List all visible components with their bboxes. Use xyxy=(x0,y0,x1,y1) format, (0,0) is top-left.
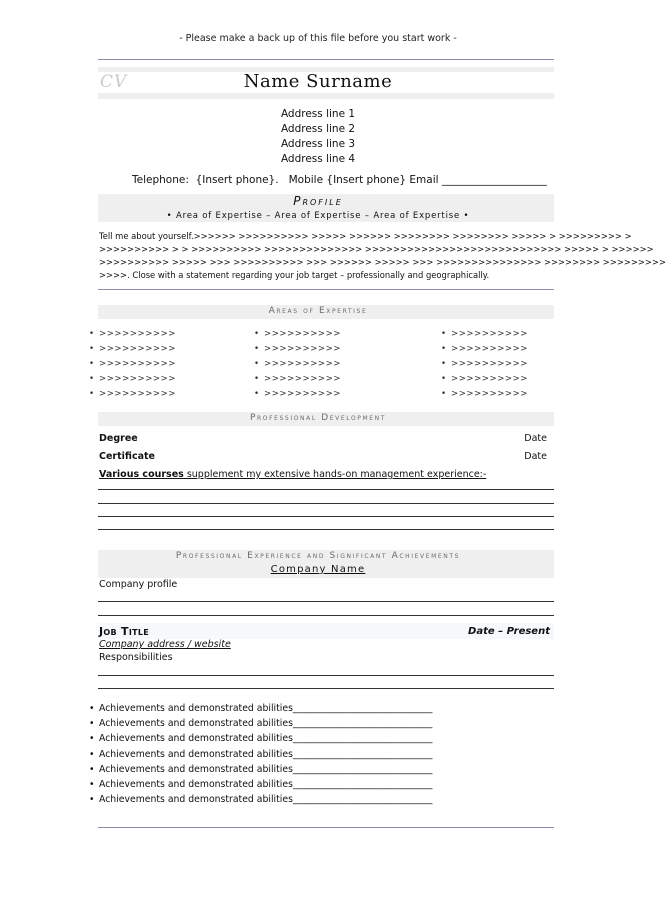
list-item: • >>>>>>>>>> xyxy=(441,329,529,339)
areas-title: Areas of Expertise xyxy=(268,306,368,316)
address-line: Address line 2 xyxy=(280,123,356,135)
degree-label: Degree xyxy=(99,433,138,444)
list-item: • >>>>>>>>>> xyxy=(89,359,177,369)
courses-text: supplement my extensive hands-on management experience:- xyxy=(183,469,487,480)
list-item: • >>>>>>>>>> xyxy=(254,344,342,354)
responsibilities: Responsibilities xyxy=(99,652,173,663)
profile-paragraph-line: Tell me about yourself.>>>>>> >>>>>>>>>> >>>>> >>>>>> >>>>>>>> >>>>>>>> >>>>> > >>>>>>>>> > xyxy=(99,231,632,241)
areas-column-2 xyxy=(254,327,341,402)
email-value: ____________________ xyxy=(441,174,547,186)
address-line: Address line 4 xyxy=(280,153,356,165)
list-item: • Achievements and demonstrated abilities______________________________ xyxy=(89,718,433,729)
development-title: Professional Development xyxy=(249,413,387,423)
list-item: • >>>>>>>>>> xyxy=(89,374,177,384)
blank-line xyxy=(98,675,554,676)
job-date: Date – Present xyxy=(468,626,550,637)
email-label: Email xyxy=(409,174,439,186)
candidate-name: Name Surname xyxy=(243,71,393,92)
certificate-label: Certificate xyxy=(99,451,155,462)
profile-title: Profile xyxy=(293,194,343,208)
profile-rule xyxy=(98,289,554,290)
list-item: • >>>>>>>>>> xyxy=(441,359,529,369)
profile-paragraph-line: >>>>>>>>>> > > >>>>>>>>>> >>>>>>>>>>>>>> >>>>>>>>>>>>>>>>>>>>>>>>>>>> >>>>> > >>>>>> xyxy=(99,244,654,254)
list-item: • Achievements and demonstrated abilities______________________________ xyxy=(89,733,433,744)
list-item: • Achievements and demonstrated abilities______________________________ xyxy=(89,764,433,775)
list-item: • Achievements and demonstrated abilities______________________________ xyxy=(89,779,433,790)
blank-line xyxy=(98,516,554,517)
list-item: • Achievements and demonstrated abilities______________________________ xyxy=(89,794,433,805)
mobile-label: Mobile xyxy=(288,174,324,186)
mobile-value: {Insert phone} xyxy=(326,174,407,186)
blank-line xyxy=(98,615,554,616)
blank-line xyxy=(98,688,554,689)
telephone-label: Telephone: xyxy=(132,174,189,186)
list-item: • >>>>>>>>>> xyxy=(254,329,342,339)
experience-title: Professional Experience and Significant Achievements xyxy=(175,551,461,561)
company-profile: Company profile xyxy=(99,579,178,590)
backup-note: - Please make a back up of this file before you start work - xyxy=(179,33,457,44)
list-item: • >>>>>>>>>> xyxy=(254,389,342,399)
areas-column-3 xyxy=(441,327,528,402)
list-item: • >>>>>>>>>> xyxy=(441,374,529,384)
blank-line xyxy=(98,489,554,490)
address-line: Address line 3 xyxy=(280,138,356,150)
cv-mark: CV xyxy=(100,72,128,92)
list-item: • >>>>>>>>>> xyxy=(89,344,177,354)
profile-paragraph-line: >>>>>>>>>> >>>>> >>> >>>>>>>>>> >>> >>>>>> >>>>> >>> >>>>>>>>>>>>>>> >>>>>>>> >>>>>>>>> xyxy=(99,257,666,267)
list-item: • >>>>>>>>>> xyxy=(254,359,342,369)
blank-line xyxy=(98,601,554,602)
contact-line xyxy=(132,174,547,186)
list-item: • >>>>>>>>>> xyxy=(89,329,177,339)
list-item: • >>>>>>>>>> xyxy=(441,344,529,354)
header-rule xyxy=(98,59,554,60)
degree-date: Date xyxy=(524,433,547,444)
list-item: • >>>>>>>>>> xyxy=(254,374,342,384)
list-item: • >>>>>>>>>> xyxy=(89,389,177,399)
list-item: • >>>>>>>>>> xyxy=(441,389,529,399)
courses-line xyxy=(99,469,486,480)
company-address: Company address / website xyxy=(99,639,231,650)
name-bar-bottom xyxy=(98,93,554,99)
areas-column-1 xyxy=(89,327,176,402)
telephone-value: {Insert phone}. xyxy=(195,174,279,186)
profile-paragraph-line: >>>>. Close with a statement regarding your job target – professionally and geographically. xyxy=(99,270,490,280)
blank-line xyxy=(98,529,554,530)
list-item: • Achievements and demonstrated abilities______________________________ xyxy=(89,749,433,760)
job-title: Job Title xyxy=(99,625,150,638)
company-name: Company Name xyxy=(270,564,366,575)
blank-line xyxy=(98,503,554,504)
address-line: Address line 1 xyxy=(280,108,356,120)
footer-rule xyxy=(98,827,554,828)
list-item: • Achievements and demonstrated abilities______________________________ xyxy=(89,703,433,714)
certificate-date: Date xyxy=(524,451,547,462)
profile-expertise-line: • Area of Expertise – Area of Expertise – Area of Expertise • xyxy=(166,211,470,221)
courses-label: Various courses xyxy=(99,469,184,480)
